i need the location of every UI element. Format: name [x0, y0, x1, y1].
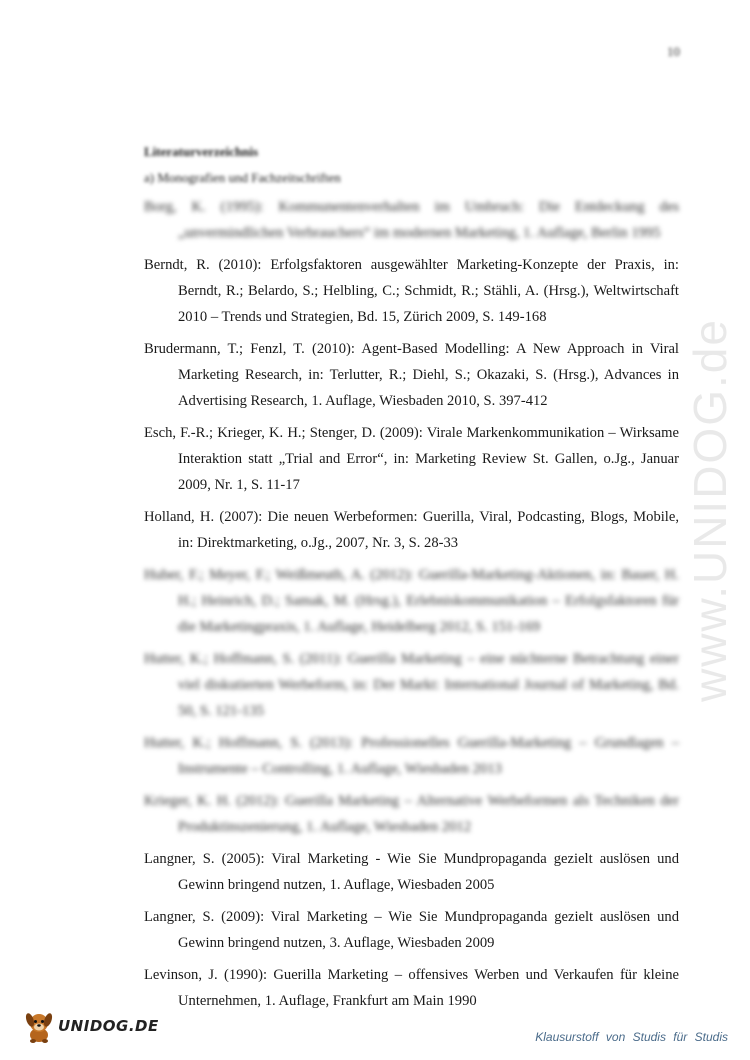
- dog-mascot-icon: [22, 1008, 56, 1044]
- section-heading: Literaturverzeichnis: [144, 144, 259, 159]
- bibliography-entry: Levinson, J. (1990): Guerilla Marketing – offensives Werben und Verkaufen für kleine Unternehmen, 1. Auflage, Frankfurt am Main 1990: [144, 967, 679, 1009]
- bibliography-entry: Holland, H. (2007): Die neuen Werbeformen: Guerilla, Viral, Podcasting, Blogs, Mobile, in: Direktmarketing, o.Jg., 2007, Nr. 3, S. 28-33: [144, 509, 679, 551]
- bibliography-entry: Krieger, K. H. (2012): Guerilla Marketing – Alternative Werbeformen als Techniken der Produktinszenierung, 1. Auflage, Wiesbaden 2012: [144, 793, 679, 835]
- bibliography-entry: Brudermann, T.; Fenzl, T. (2010): Agent-Based Modelling: A New Approach in Viral Marketing Research, in: Terlutter, R.; Diehl, S.; Okazaki, S. (Hrsg.), Advances in Advertising Research, 1. Auflage, Wiesbaden 2010, S. 397-412: [144, 341, 679, 409]
- watermark-text: www.UNIDOG.de: [684, 318, 737, 702]
- footer-tagline: Klausurstoff von Studis für Studis: [535, 1030, 728, 1044]
- bibliography-entry: Huber, F.; Meyer, F.; Weißmeuth, A. (2012): Guerilla-Marketing-Aktionen, in: Bauer, H. H.; Heinrich, D.; Samak, M. (Hrsg.), Erlebniskommunikation – Erfolgsfaktoren für die Marketingpraxis, 1. Auflage, Heidelberg 2012, S. 151-169: [144, 567, 679, 635]
- bibliography-list: [144, 194, 679, 1020]
- page-number: 10: [667, 44, 680, 59]
- bibliography-entry: Hutter, K.; Hoffmann, S. (2011): Guerilla Marketing – eine nüchterne Betrachtung einer viel diskutierten Werbeform, in: Der Markt: International Journal of Marketing, Bd. 50, S. 121-135: [144, 651, 679, 719]
- bibliography-entry: Hutter, K.; Hoffmann, S. (2013): Professionelles Guerilla-Marketing – Grundlagen – Instrumente – Controlling, 1. Auflage, Wiesbaden 2013: [144, 735, 679, 777]
- bibliography-entry: Berndt, R. (2010): Erfolgsfaktoren ausgewählter Marketing-Konzepte der Praxis, in: Berndt, R.; Belardo, S.; Helbling, C.; Schmidt, R.; Stähli, A. (Hrsg.), Weltwirtschaft 2010 – Trends und Strategien, Bd. 15, Zürich 2009, S. 149-168: [144, 257, 679, 325]
- unidog-logo: [22, 1006, 159, 1046]
- bibliography-entry: Langner, S. (2009): Viral Marketing – Wie Sie Mundpropaganda gezielt auslösen und Gewinn bringend nutzen, 3. Auflage, Wiesbaden 2009: [144, 909, 679, 951]
- logo-text: UNIDOG.DE: [58, 1017, 159, 1035]
- bibliography-entry: Borg, K. (1995): Kommunentenverhalten im Umbruch: Die Entdeckung des „unvermindlichen Verbrauchers“ im modernen Marketing, 1. Auflage, Berlin 1995: [144, 199, 679, 241]
- bibliography-entry: Langner, S. (2005): Viral Marketing - Wie Sie Mundpropaganda gezielt auslösen und Gewinn bringend nutzen, 1. Auflage, Wiesbaden 2005: [144, 851, 679, 893]
- subsection-heading: a) Monografien und Fachzeitschriften: [144, 170, 341, 185]
- bibliography-entry: Esch, F.-R.; Krieger, K. H.; Stenger, D. (2009): Virale Markenkommunikation – Wirksame Interaktion statt „Trial and Error“, in: Marketing Review St. Gallen, o.Jg., Januar 2009, Nr. 1, S. 11-17: [144, 425, 679, 493]
- watermark: [684, 250, 737, 770]
